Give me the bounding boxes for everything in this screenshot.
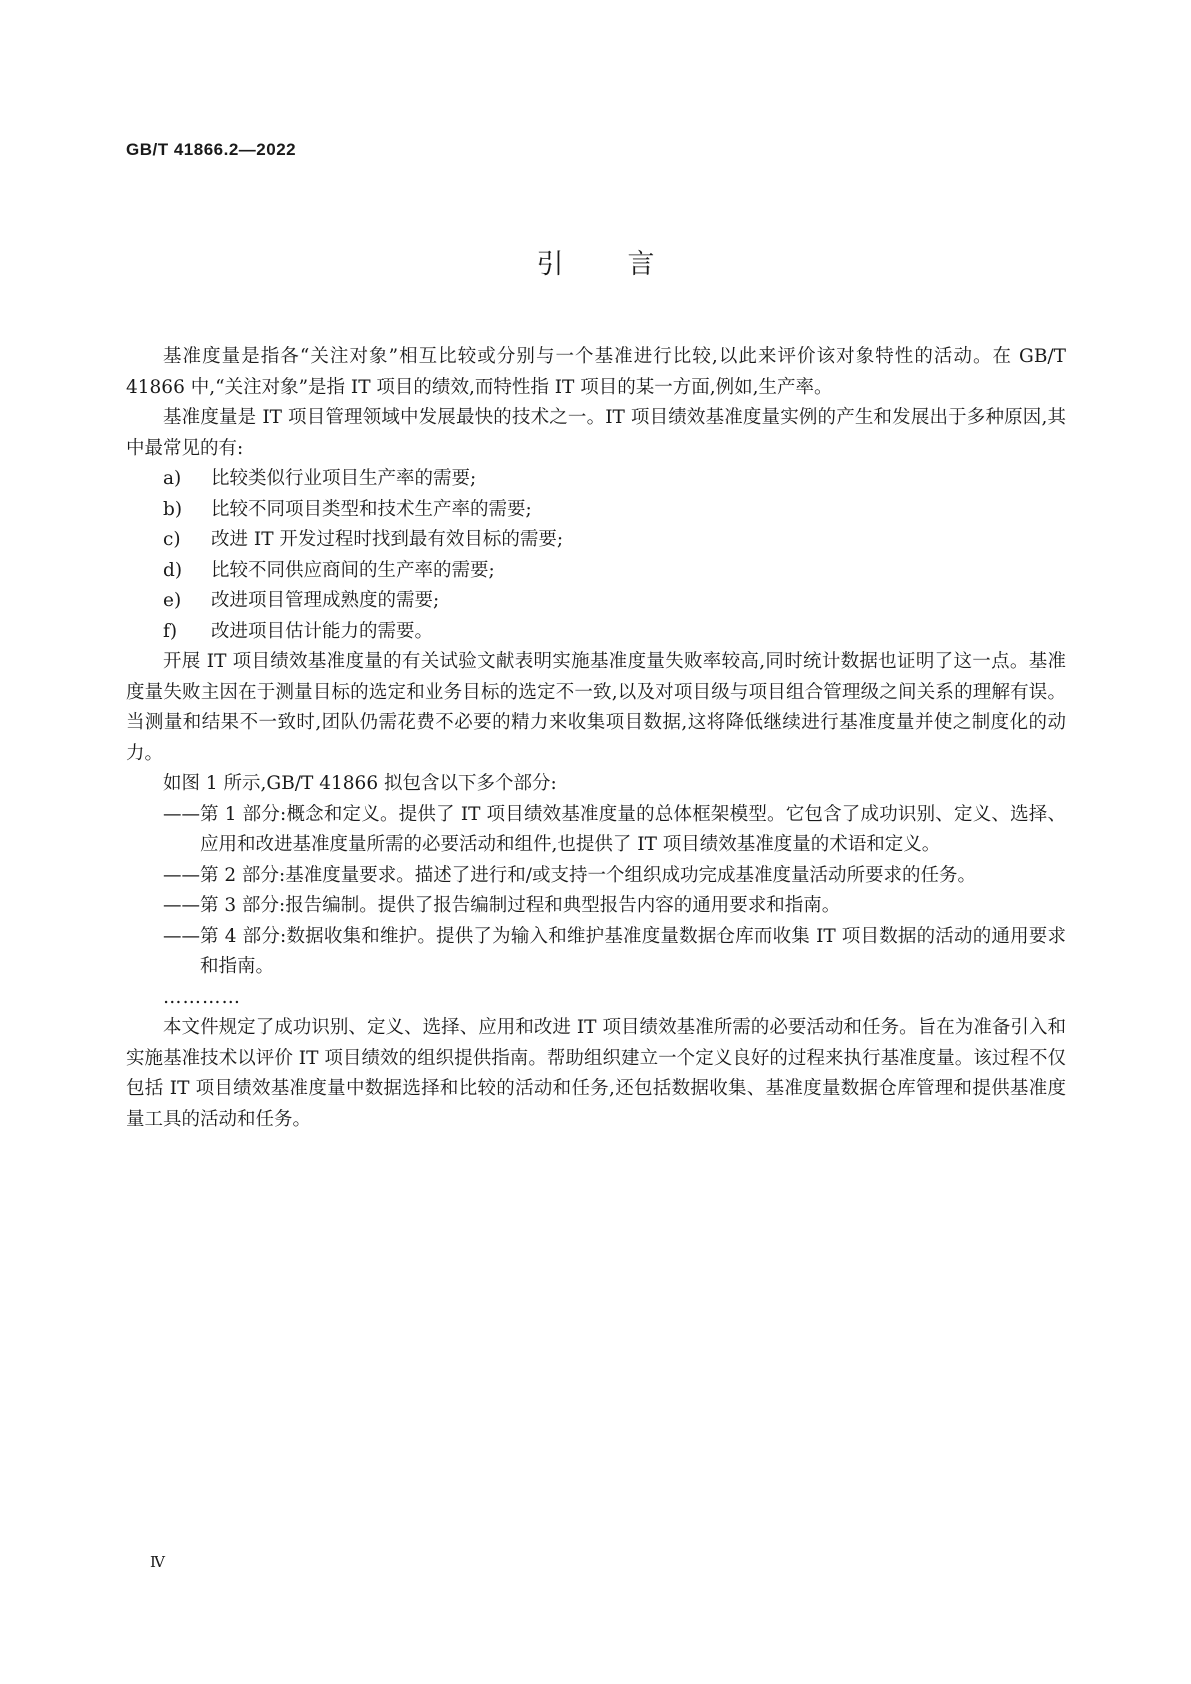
list-item-text: 比较不同项目类型和技术生产率的需要; bbox=[211, 498, 532, 520]
list-item bbox=[126, 556, 1066, 587]
dash-marker: —— bbox=[163, 925, 200, 947]
part-text: 第 2 部分:基准度量要求。描述了进行和/或支持一个组织成功完成基准度量活动所要求的任务。 bbox=[200, 864, 977, 886]
paragraph-parts-intro: 如图 1 所示,GB/T 41866 拟包含以下多个部分: bbox=[163, 773, 557, 794]
reasons-list bbox=[126, 464, 1066, 647]
list-item-text: 比较类似行业项目生产率的需要; bbox=[211, 468, 477, 489]
list-marker: e) bbox=[163, 590, 182, 611]
list-item bbox=[126, 495, 1066, 526]
list-marker: c) bbox=[163, 529, 181, 550]
paragraph-reasons-intro: 基准度量是 IT 项目管理领域中发展最快的技术之一。IT 项目绩效基准度量实例的产生和发展出于多种原因,其中最常见的有: bbox=[126, 407, 1066, 459]
title-char-2: 言 bbox=[627, 249, 655, 280]
list-item bbox=[126, 617, 1066, 648]
list-item-text: 比较不同供应商间的生产率的需要; bbox=[211, 559, 495, 581]
dash-marker: —— bbox=[163, 864, 200, 886]
document-body bbox=[126, 342, 1066, 1135]
paragraph-definition: 基准度量是指各“关注对象”相互比较或分别与一个基准进行比较,以此来评价该对象特性的活动。在 GB/T 41866 中,“关注对象”是指 IT 项目的绩效,而特性指 IT 项目的某一方面,例如,生产率。 bbox=[126, 346, 1066, 398]
part-item bbox=[126, 922, 1066, 983]
dash-marker: —— bbox=[163, 803, 200, 825]
part-text: 第 4 部分:数据收集和维护。提供了为输入和维护基准度量数据仓库而收集 IT 项目数据的活动的通用要求和指南。 bbox=[200, 925, 1066, 977]
section-title bbox=[0, 242, 1191, 281]
ellipsis: ………… bbox=[163, 986, 241, 1008]
list-marker: a) bbox=[163, 468, 182, 489]
list-marker: f) bbox=[163, 620, 178, 642]
list-item-text: 改进 IT 开发过程时找到最有效目标的需要; bbox=[211, 529, 564, 550]
part-item bbox=[126, 800, 1066, 861]
list-item-text: 改进项目管理成熟度的需要; bbox=[211, 590, 440, 611]
list-item bbox=[126, 525, 1066, 556]
part-item bbox=[126, 891, 1066, 922]
list-marker: d) bbox=[163, 559, 183, 581]
standard-code-header: GB/T 41866.2—2022 bbox=[126, 140, 297, 159]
parts-list bbox=[126, 800, 1066, 983]
list-item bbox=[126, 464, 1066, 495]
paragraph-scope: 本文件规定了成功识别、定义、选择、应用和改进 IT 项目绩效基准所需的必要活动和任务。旨在为准备引入和实施基准技术以评价 IT 项目绩效的组织提供指南。帮助组织建立一个定义良好的过程来执行基准度量。该过程不仅包括 IT 项目绩效基准度量中数据选择和比较的活动和任务,还包括数据收集、基准度量数据仓库管理和提供基准度量工具的活动和任务。 bbox=[126, 1017, 1066, 1130]
list-marker: b) bbox=[163, 498, 183, 520]
page-number: Ⅳ bbox=[150, 1553, 165, 1571]
part-item bbox=[126, 861, 1066, 892]
list-item-text: 改进项目估计能力的需要。 bbox=[211, 620, 434, 642]
dash-marker: —— bbox=[163, 895, 200, 916]
list-item bbox=[126, 586, 1066, 617]
part-text: 第 3 部分:报告编制。提供了报告编制过程和典型报告内容的通用要求和指南。 bbox=[200, 895, 841, 916]
title-char-1: 引 bbox=[536, 249, 564, 280]
paragraph-failure-rate: 开展 IT 项目绩效基准度量的有关试验文献表明实施基准度量失败率较高,同时统计数据也证明了这一点。基准度量失败主因在于测量目标的选定和业务目标的选定不一致,以及对项目级与项目组合管理级之间关系的理解有误。当测量和结果不一致时,团队仍需花费不必要的精力来收集项目数据,这将降低继续进行基准度量并使之制度化的动力。 bbox=[126, 651, 1066, 764]
part-text: 第 1 部分:概念和定义。提供了 IT 项目绩效基准度量的总体框架模型。它包含了成功识别、定义、选择、应用和改进基准度量所需的必要活动和组件,也提供了 IT 项目绩效基准度量的术语和定义。 bbox=[200, 803, 1066, 855]
